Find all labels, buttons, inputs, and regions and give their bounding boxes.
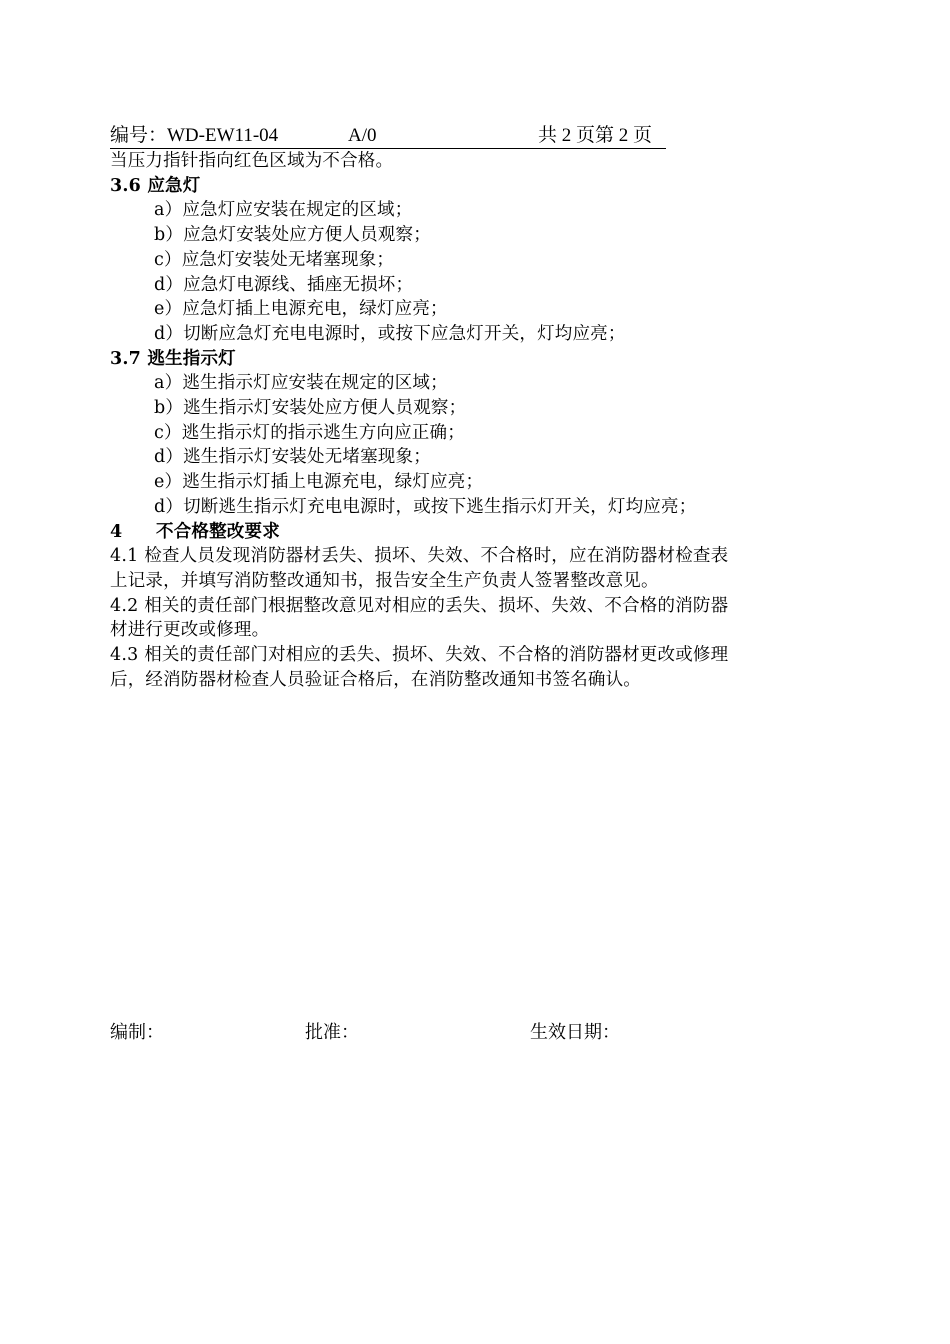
section-4-label: 不合格整改要求 <box>156 521 280 542</box>
list-item: d）逃生指示灯安装处无堵塞现象； <box>154 447 431 468</box>
list-item: a）应急灯应安装在规定的区域； <box>154 200 413 221</box>
list-item: d）切断逃生指示灯充电电源时，或按下逃生指示灯开关，灯均应亮； <box>154 496 697 517</box>
intro-text: 当压力指针指向红色区域为不合格。 <box>110 151 394 171</box>
list-item: e）应急灯插上电源充电，绿灯应亮； <box>154 299 448 320</box>
document-code: 编号：WD-EW11-04 <box>110 125 279 146</box>
document-version: A/0 <box>348 125 377 146</box>
prepared-by-label: 编制： <box>110 1022 164 1043</box>
approved-by-label: 批准： <box>305 1022 359 1043</box>
list-item: b）应急灯安装处应方便人员观察； <box>154 225 431 246</box>
list-item: b）逃生指示灯安装处应方便人员观察； <box>154 398 467 419</box>
list-item: e）逃生指示灯插上电源充电，绿灯应亮； <box>154 472 484 493</box>
effective-date-label: 生效日期： <box>530 1022 620 1043</box>
paragraph-4-1-line: 4.1 检查人员发现消防器材丢失、损坏、失效、不合格时，应在消防器材检查表 <box>110 546 729 567</box>
section-4-title <box>110 520 870 545</box>
document-body <box>110 149 870 692</box>
paragraph-4-2-line: 材进行更改或修理。 <box>110 620 270 641</box>
list-item: a）逃生指示灯应安装在规定的区域； <box>154 373 448 394</box>
list-item: d）应急灯电源线、插座无损坏； <box>154 274 414 295</box>
paragraph-4-3-line: 4.3 相关的责任部门对相应的丢失、损坏、失效、不合格的消防器材更改或修理 <box>110 645 729 666</box>
paragraph-4-3-line: 后，经消防器材检查人员验证合格后，在消防整改通知书签名确认。 <box>110 669 641 690</box>
list-item: d）切断应急灯充电电源时，或按下应急灯开关，灯均应亮； <box>154 323 626 344</box>
section-3-7-title: 3.7 逃生指示灯 <box>110 348 236 369</box>
list-item: c）逃生指示灯的指示逃生方向应正确； <box>154 422 465 443</box>
paragraph-4-2-line: 4.2 相关的责任部门根据整改意见对相应的丢失、损坏、失效、不合格的消防器 <box>110 595 729 616</box>
document-header <box>110 124 666 149</box>
section-3-6-title: 3.6 应急灯 <box>110 175 201 196</box>
section-4-number: 4 <box>110 521 123 542</box>
page-count: 共 2 页第 2 页 <box>538 125 653 146</box>
paragraph-4-1-line: 上记录，并填写消防整改通知书，报告安全生产负责人签署整改意见。 <box>110 570 659 591</box>
list-item: c）应急灯安装处无堵塞现象； <box>154 249 395 270</box>
